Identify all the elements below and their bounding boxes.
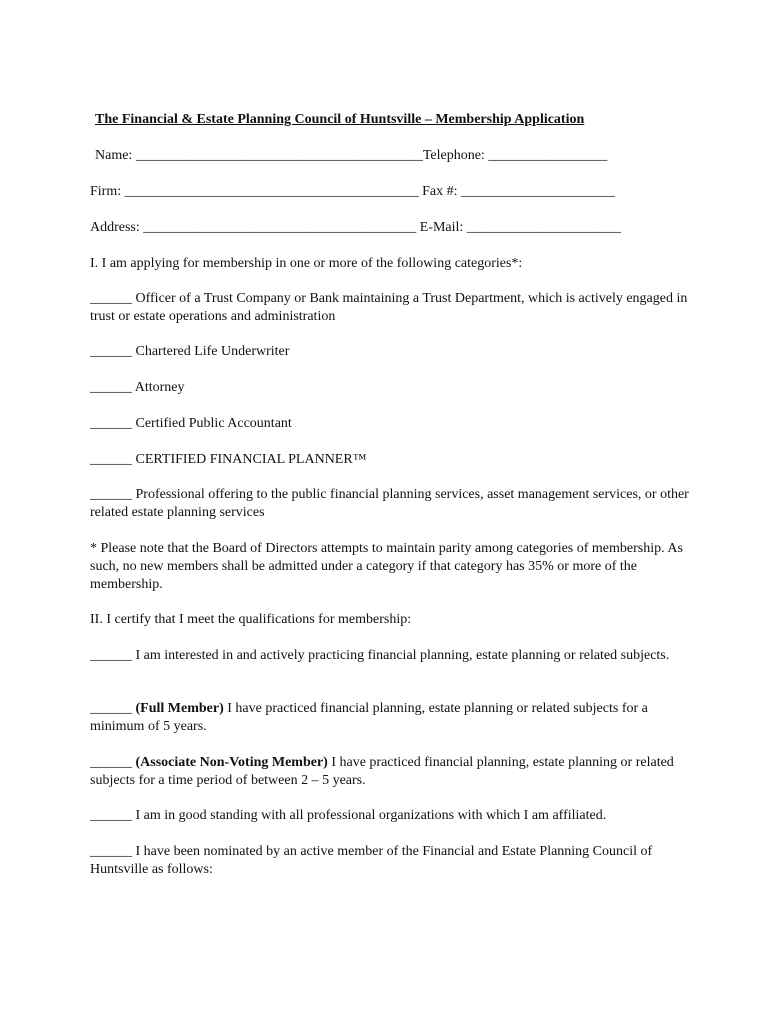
associate-member-label: (Associate Non-Voting Member) [135,755,328,770]
form-title: The Financial & Estate Planning Council of Huntsville – Membership Application [95,112,585,127]
name-telephone-line: Name: _________________________________________Telephone: _________________ [95,148,608,163]
category-trust-officer: ______ Officer of a Trust Company or Bank maintaining a Trust Department, which is actively engaged in trust or estate operations and administration [90,291,688,324]
qualification-full-member [90,700,690,736]
section1-heading: I. I am applying for membership in one or more of the following categories*: [90,256,523,271]
category-professional: ______ Professional offering to the public financial planning services, asset management services, or other related estate planning services [90,487,689,520]
firm-fax-line: Firm: __________________________________________ Fax #: ______________________ [90,184,616,199]
category-attorney: ______ Attorney [90,380,185,395]
blank-line: ______ [90,755,132,770]
qualification-associate-member [90,754,690,790]
category-cfp: ______ CERTIFIED FINANCIAL PLANNER™ [90,452,367,467]
parity-note: * Please note that the Board of Directors attempts to maintain parity among categories of membership. As such, no new members shall be admitted under a category if that category has 35% or more of the membership. [90,541,683,592]
qualification-interested: ______ I am interested in and actively practicing financial planning, estate planning or related subjects. [90,648,670,663]
blank-line: ______ [90,701,132,716]
section2-heading: II. I certify that I meet the qualifications for membership: [90,612,412,627]
qualification-good-standing: ______ I am in good standing with all professional organizations with which I am affiliated. [90,808,607,823]
address-email-line: Address: _______________________________________ E-Mail: ______________________ [90,220,621,235]
qualification-nominated: ______ I have been nominated by an active member of the Financial and Estate Planning Council of Huntsville as follows: [90,844,653,877]
full-member-text: I have practiced financial planning, estate planning or related subjects for a minimum of 5 years. [90,701,648,734]
category-cpa: ______ Certified Public Accountant [90,416,292,431]
full-member-label: (Full Member) [135,701,224,716]
associate-member-text: I have practiced financial planning, estate planning or related subjects for a time period of between 2 – 5 years. [90,755,674,788]
category-clu: ______ Chartered Life Underwriter [90,344,290,359]
